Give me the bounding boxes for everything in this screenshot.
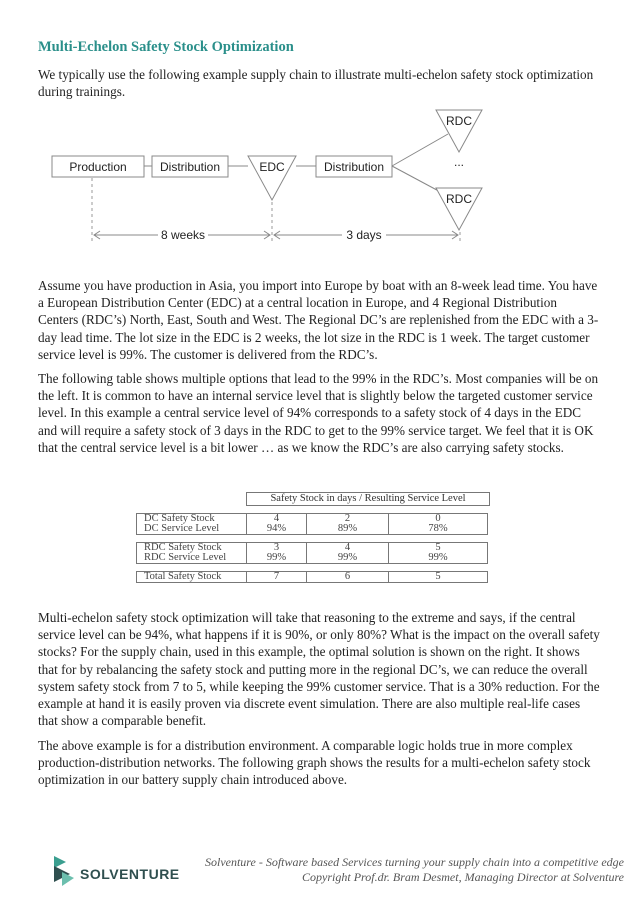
cell-value: 99% [388, 553, 488, 563]
solventure-logo-icon [52, 854, 78, 888]
cell-value: 4 [306, 543, 388, 553]
distribution-label-1: Distribution [159, 160, 221, 174]
ellipsis-label: ... [453, 155, 465, 169]
row-label: DC Service Level [136, 524, 246, 534]
cell-value: 89% [306, 524, 388, 534]
cell-value: 99% [306, 553, 388, 563]
production-label: Production [69, 160, 127, 174]
total-row-group [136, 571, 488, 583]
cell-value: 6 [306, 572, 388, 582]
cell-value: 5 [388, 572, 488, 582]
intro-paragraph: We typically use the following example supply chain to illustrate multi-echelon safety stock optimization during trainings. [38, 67, 594, 100]
lead-time-3-days: 3 days [346, 228, 382, 242]
cell-value: 2 [306, 514, 388, 524]
row-label: RDC Service Level [136, 553, 246, 563]
cell-value: 94% [246, 524, 306, 534]
cell-value: 78% [388, 524, 488, 534]
rdc-bottom-label: RDC [446, 192, 472, 206]
closing-paragraph: The above example is for a distribution environment. A comparable logic holds true in more complex production-distribution networks. The following graph shows the results for a multi-echelon safety stock optimization in our battery supply chain introduced above. [38, 738, 591, 788]
table-row [136, 553, 488, 563]
table-row [136, 572, 488, 582]
edc-label: EDC [259, 160, 285, 174]
rdc-row-group [136, 542, 488, 564]
footer-copyright: Copyright Prof.dr. Bram Desmet, Managing Director at Solventure [302, 870, 624, 884]
cell-value: 99% [246, 553, 306, 563]
rdc-top-label: RDC [446, 114, 472, 128]
supply-chain-diagram [40, 104, 560, 254]
table-row [136, 524, 488, 534]
cell-value: 4 [246, 514, 306, 524]
distribution-label-2: Distribution [323, 160, 385, 174]
cell-value: 3 [246, 543, 306, 553]
table-header: Safety Stock in days / Resulting Service Level [246, 492, 490, 506]
row-label: Total Safety Stock [136, 572, 246, 582]
lead-time-8-weeks: 8 weeks [160, 228, 206, 242]
cell-value: 7 [246, 572, 306, 582]
table-intro-paragraph: The following table shows multiple options that lead to the 99% in the RDC’s. Most companies will be on the left. It is common to have an internal service level that is slightly below the targeted customer service level. In this example a central service level of 94% corresponds to a safety stock of 4 days in the EDC and will require a safety stock of 3 days in the RDC to get to the 99% service target. We feel that it is OK that the central service level is a bit lower … as we know the RDC’s are also carrying safety stocks. [38, 371, 599, 455]
cell-value: 5 [388, 543, 488, 553]
footer-tagline: Solventure - Software based Services turning your supply chain into a competitive edge [204, 855, 624, 869]
page-title: Multi-Echelon Safety Stock Optimization [38, 39, 294, 55]
assumption-paragraph: Assume you have production in Asia, you import into Europe by boat with an 8-week lead time. You have a European Distribution Center (EDC) at a central location in Europe, and 4 Regional Distribution Centers (RDC’s) North, East, South and West. The Regional DC’s are replenished from the EDC with a 3-day lead time. The lot size in the EDC is 2 weeks, the lot size in the RDC is 1 week. The target customer service level is 99%. The customer is delivered from the RDC’s. [38, 278, 599, 362]
dc-row-group [136, 513, 488, 535]
cell-value: 0 [388, 514, 488, 524]
row-label: DC Safety Stock [136, 514, 246, 524]
brand-name: SOLVENTURE [80, 866, 180, 882]
multi-echelon-paragraph: Multi-echelon safety stock optimization will take that reasoning to the extreme and says, if the central service level can be 94%, what happens if it is 90%, or only 80%? What is the impact on the overall safety stocks? For the supply chain, used in this example, the optimal solution is shown on the right. It shows that for by rebalancing the safety stock and putting more in the regional DC’s, we can reduce the overall system safety stock from 7 to 5, while keeping the 99% customer service. That is a 30% reduction. For the example at hand it is easily proven via discrete event simulation. There are also multiple real-life cases that show a comparable benefit. [38, 610, 600, 729]
row-label: RDC Safety Stock [136, 543, 246, 553]
